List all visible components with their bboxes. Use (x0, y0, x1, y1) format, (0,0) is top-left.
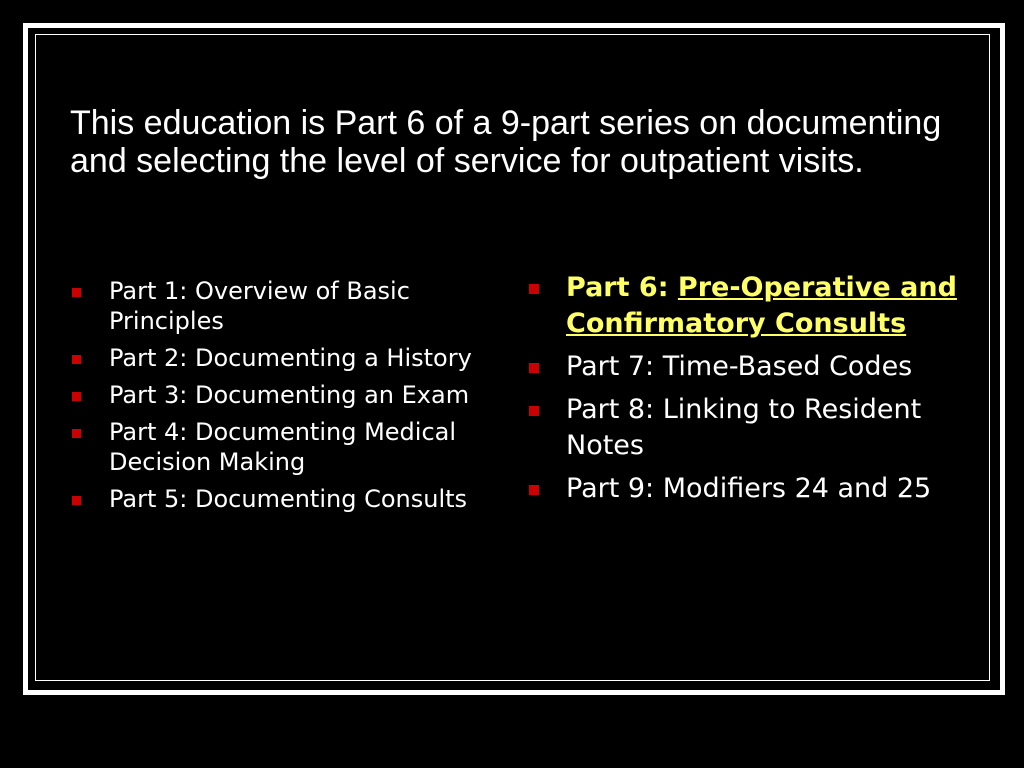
list-item-text: Part 7: Time-Based Codes (566, 351, 913, 382)
list-item (70, 343, 480, 373)
list-item (70, 276, 480, 336)
slide-title: This education is Part 6 of a 9-part series on documenting and selecting the level of service for outpatient visits. (70, 104, 942, 180)
list-item-text: Part 3: Documenting an Exam (109, 381, 470, 409)
list-item-text: Part 2: Documenting a History (109, 344, 472, 372)
square-bullet-icon (72, 392, 81, 401)
square-bullet-icon (72, 496, 81, 505)
list-item (527, 471, 967, 507)
list-item-text: Part 9: Modifiers 24 and 25 (566, 473, 932, 504)
list-item (70, 484, 480, 514)
square-bullet-icon (72, 288, 81, 297)
list-item-text: Part 5: Documenting Consults (109, 485, 468, 513)
list-item-text: Part 8: Linking to Resident Notes (566, 394, 922, 461)
current-part-link[interactable]: Pre-Operative and Confirmatory Consults (566, 272, 957, 339)
square-bullet-icon (529, 485, 539, 495)
right-bullet-list (527, 270, 967, 514)
current-part-label: Part 6 (566, 272, 658, 303)
square-bullet-icon (529, 406, 539, 416)
left-bullet-list (70, 276, 480, 521)
square-bullet-icon (529, 363, 539, 373)
square-bullet-icon (72, 429, 81, 438)
list-item (70, 417, 480, 477)
list-item-text: Part 1: Overview of Basic Principles (109, 277, 410, 335)
current-part-item (527, 270, 967, 342)
list-item-text: Part 4: Documenting Medical Decision Making (109, 418, 457, 476)
square-bullet-icon (529, 284, 539, 294)
list-item (527, 392, 967, 464)
square-bullet-icon (72, 355, 81, 364)
list-item (70, 380, 480, 410)
list-item (527, 349, 967, 385)
current-part-separator: : (657, 272, 678, 303)
